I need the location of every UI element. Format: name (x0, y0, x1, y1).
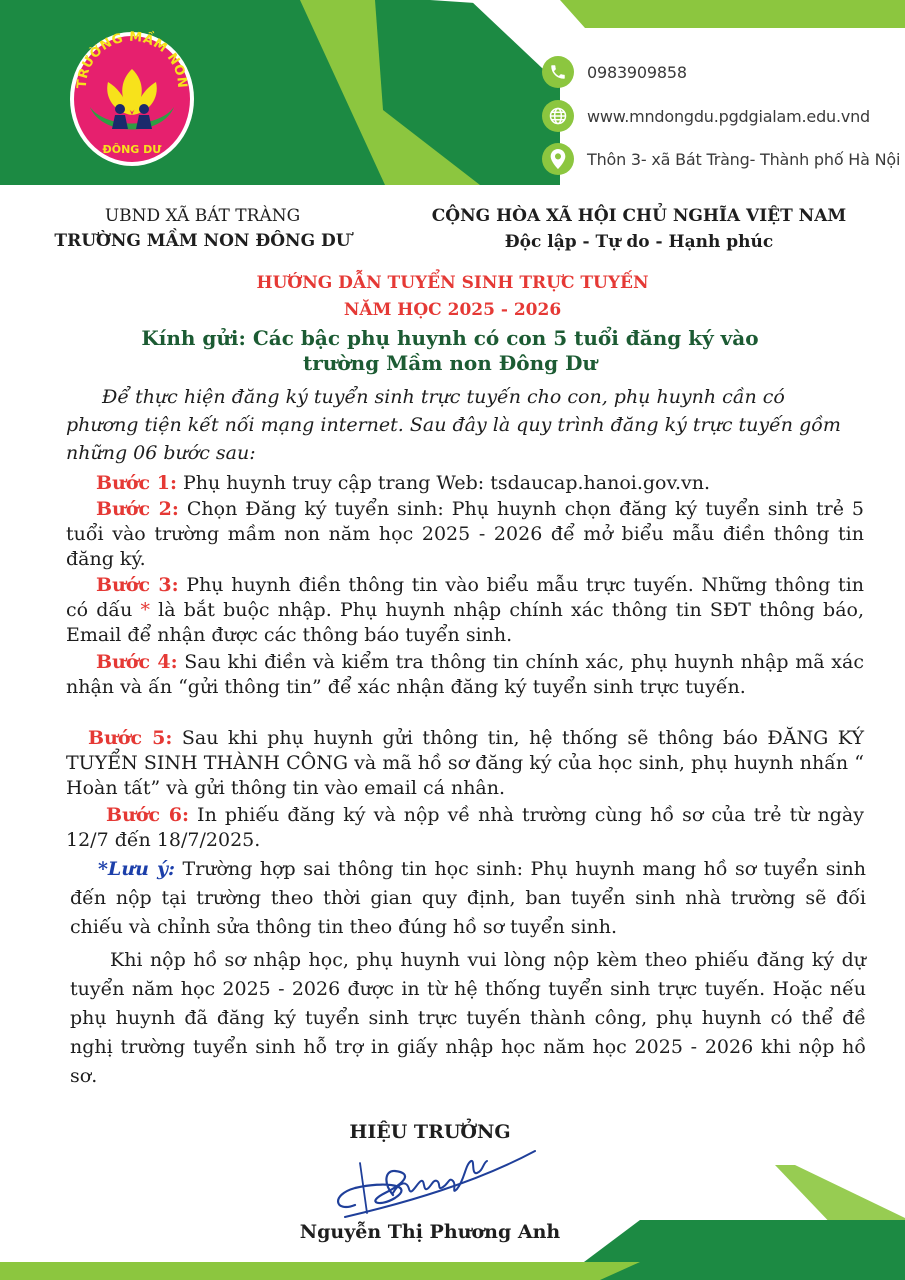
contact-website-text: www.mndongdu.pgdgialam.edu.vnd (587, 106, 871, 126)
logo-bottom-text: ĐÔNG DƯ (102, 143, 162, 156)
contact-website (542, 99, 870, 133)
step-3-text-after: là bắt buộc nhập. Phụ huynh nhập chính xác thông tin SĐT thông báo, Email để nhận được các thông báo tuyển sinh. (66, 599, 864, 646)
org-school-name: TRƯỜNG MẦM NON ĐÔNG DƯ (54, 231, 351, 251)
signer-name: Nguyễn Thị Phương Anh (299, 1221, 561, 1243)
step-2-label: Bước 2: (96, 498, 179, 520)
org-right-block (400, 203, 878, 255)
step-1 (66, 471, 864, 496)
note-text: Trường hợp sai thông tin học sinh: Phụ huynh mang hồ sơ tuyển sinh đến nộp tại trường theo thời gian quy định, ban tuyển sinh nhà trường sẽ đối chiếu và chỉnh sửa thông tin theo đúng hồ sơ tuyển sinh. (70, 858, 866, 938)
contact-address (542, 142, 900, 176)
greeting-line-1: Kính gửi: Các bậc phụ huynh có con 5 tuổi đăng ký vào (141, 326, 759, 350)
national-motto: Độc lập - Tự do - Hạnh phúc (504, 232, 774, 252)
step-5-text: Sau khi phụ huynh gửi thông tin, hệ thống sẽ thông báo ĐĂNG KÝ TUYỂN SINH THÀNH CÔNG và mã hồ sơ đăng ký của học sinh, phụ huynh nhấn “ Hoàn tất” và gửi thông tin vào email cá nhân. (66, 727, 864, 799)
document-title: HƯỚNG DẪN TUYỂN SINH TRỰC TUYẾN (256, 273, 649, 293)
intro-paragraph: Để thực hiện đăng ký tuyển sinh trực tuyến cho con, phụ huynh cần có phương tiện kết nối mạng internet. Sau đây là quy trình đăng ký trực tuyến gồm những 06 bước sau: (66, 386, 841, 464)
step-4 (66, 650, 864, 700)
step-5-label: Bước 5: (88, 727, 173, 749)
step-2-text: Chọn Đăng ký tuyển sinh: Phụ huynh chọn đăng ký tuyển sinh trẻ 5 tuổi vào trường mầm non năm học 2025 - 2026 để mở biểu mẫu điền thông tin đăng ký. (66, 498, 865, 570)
footer-bottom-bar (0, 1262, 640, 1280)
phone-icon (542, 56, 574, 88)
handwritten-signature-icon (325, 1143, 540, 1225)
step-6 (66, 803, 864, 853)
step-5 (66, 726, 864, 801)
closing-paragraph: Khi nộp hồ sơ nhập học, phụ huynh vui lòng nộp kèm theo phiếu đăng ký dự tuyển năm học 2025 - 2026 được in từ hệ thống tuyển sinh trực tuyến. Hoặc nếu phụ huynh đã đăng ký tuyển sinh trực tuyến thành công, phụ huynh có thể đề nghị trường tuyển sinh hỗ trợ in giấy nhập học năm học 2025 - 2026 khi nộp hồ sơ. (70, 949, 866, 1087)
globe-icon (542, 100, 574, 132)
org-authority: UBND XÃ BÁT TRÀNG (104, 206, 301, 226)
contact-phone-text: 0983909858 (587, 62, 687, 82)
org-left-block (20, 203, 385, 253)
step-3 (66, 573, 864, 648)
step-6-text: In phiếu đăng ký và nộp về nhà trường cùng hồ sơ của trẻ từ ngày 12/7 đến 18/7/2025. (66, 804, 864, 851)
document-subtitle: NĂM HỌC 2025 - 2026 (343, 300, 562, 320)
location-pin-icon (542, 143, 574, 175)
step-3-label: Bước 3: (96, 574, 179, 596)
step-6-label: Bước 6: (106, 804, 189, 826)
header-top-right-bar (560, 0, 905, 28)
step-3-text-before: Phụ huynh điền thông tin vào biểu mẫu trực tuyến. Những thông tin có dấu (66, 574, 865, 621)
greeting-line-2: trường Mầm non Đông Dư (303, 351, 597, 375)
step-1-text: Phụ huynh truy cập trang Web: tsdaucap.hanoi.gov.vn. (176, 472, 711, 494)
contact-phone (542, 55, 687, 89)
logo-arc-text: TRƯỜNG MẦM NON (74, 29, 190, 90)
contact-address-text: Thôn 3- xã Bát Tràng- Thành phố Hà Nội (587, 149, 901, 169)
school-logo-icon (68, 27, 196, 167)
national-title: CỘNG HÒA XÃ HỘI CHỦ NGHĨA VIỆT NAM (431, 206, 847, 226)
required-asterisk: * (140, 599, 150, 621)
step-4-label: Bước 4: (96, 651, 178, 673)
greeting (80, 326, 820, 376)
note-paragraph (70, 855, 866, 942)
signature-title: HIỆU TRƯỞNG (349, 1121, 511, 1143)
step-2 (66, 497, 864, 572)
note-label: *Lưu ý: (98, 858, 176, 880)
step-4-text: Sau khi điền và kiểm tra thông tin chính xác, phụ huynh nhập mã xác nhận và ấn “gửi thông tin” để xác nhận đăng ký tuyển sinh trực tuyến. (66, 651, 864, 698)
step-1-label: Bước 1: (96, 472, 177, 494)
